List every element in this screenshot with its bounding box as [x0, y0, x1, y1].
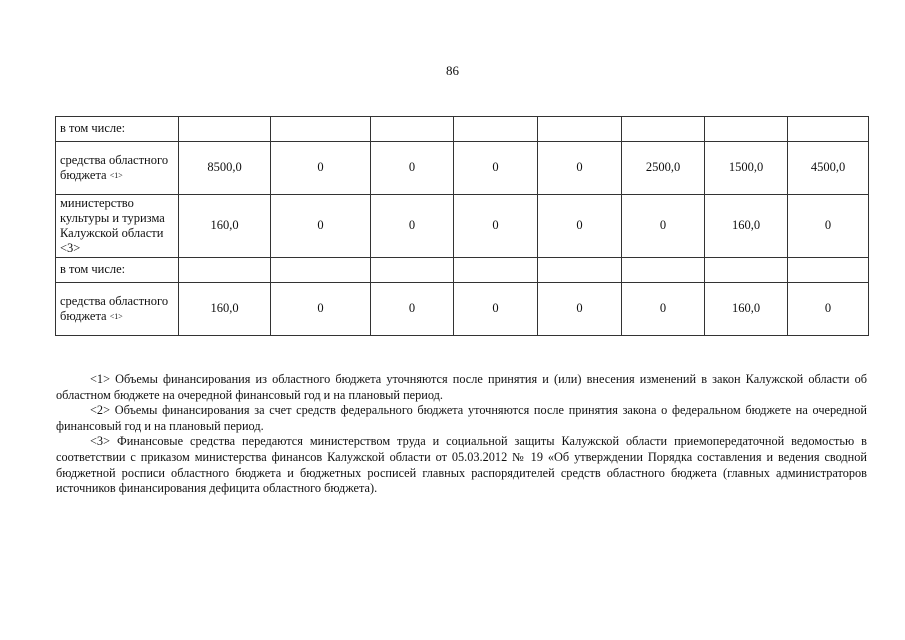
table-cell: 160,0	[705, 283, 788, 336]
table-cell: 0	[454, 283, 538, 336]
table-cell: 2500,0	[622, 142, 705, 195]
table-cell: 0	[622, 195, 705, 258]
table-cell	[179, 117, 271, 142]
table-cell: 4500,0	[788, 142, 869, 195]
footnote-3: <3> Финансовые средства передаются министерством труда и социальной защиты Калужской области приемопередаточной ведомостью в соответствии с приказом министерства финансов Калужской области от 05.03.2012 № 19 «Об утверждении Порядка составления и ведения сводной бюджетной росписи областного бюджета и бюджетных росписей главных распорядителей средств областного бюджета (главных администраторов источников финансирования дефицита областного бюджета).	[56, 434, 867, 496]
row-label: средства областного бюджета $_{<1>}$	[56, 142, 179, 195]
table-cell: 0	[371, 142, 454, 195]
table-row	[56, 117, 869, 142]
table-cell	[622, 258, 705, 283]
table-cell: 0	[454, 142, 538, 195]
table-cell: 160,0	[179, 283, 271, 336]
row-label: в том числе:	[56, 117, 179, 142]
table-cell: 0	[788, 283, 869, 336]
table-row	[56, 283, 869, 336]
footnote-1: <1> Объемы финансирования из областного бюджета уточняются после принятия и (или) внесения изменений в закон Калужской области об областном бюджете на очередной финансовый год и на плановый период.	[56, 372, 867, 402]
table-row	[56, 258, 869, 283]
table-cell: 160,0	[179, 195, 271, 258]
table-cell	[538, 258, 622, 283]
table-cell	[371, 258, 454, 283]
table-cell: 0	[371, 195, 454, 258]
table-cell	[788, 117, 869, 142]
table-cell	[705, 258, 788, 283]
table-cell: 1500,0	[705, 142, 788, 195]
row-label: министерство культуры и туризма Калужской области <3>	[56, 195, 179, 258]
table-cell	[788, 258, 869, 283]
table-cell	[454, 258, 538, 283]
financing-table	[55, 116, 869, 336]
table-cell	[179, 258, 271, 283]
page-number: 86	[446, 63, 459, 78]
table-cell: 0	[622, 283, 705, 336]
table-cell: 0	[371, 283, 454, 336]
table-cell: 0	[271, 195, 371, 258]
table-cell: 0	[788, 195, 869, 258]
table-cell: 0	[538, 195, 622, 258]
table-cell: 0	[538, 142, 622, 195]
table-cell	[538, 117, 622, 142]
footnote-2: <2> Объемы финансирования за счет средств федерального бюджета уточняются после принятия закона о федеральном бюджете на очередной финансовый год и на плановый период.	[56, 403, 867, 433]
table-cell	[371, 117, 454, 142]
footnote-ref: <1>	[109, 171, 123, 180]
footnote-ref: <1>	[109, 312, 123, 321]
table-cell: 0	[538, 283, 622, 336]
row-label: в том числе:	[56, 258, 179, 283]
table-cell: 0	[454, 195, 538, 258]
table-cell	[271, 117, 371, 142]
table-cell	[705, 117, 788, 142]
table-cell	[622, 117, 705, 142]
footnotes	[56, 372, 867, 497]
table-cell: 0	[271, 283, 371, 336]
table-cell	[271, 258, 371, 283]
table-cell: 160,0	[705, 195, 788, 258]
table-cell	[454, 117, 538, 142]
table-row	[56, 195, 869, 258]
table-cell: 8500,0	[179, 142, 271, 195]
table-row	[56, 142, 869, 195]
table-cell: 0	[271, 142, 371, 195]
row-label: средства областного бюджета $_{<1>}$	[56, 283, 179, 336]
